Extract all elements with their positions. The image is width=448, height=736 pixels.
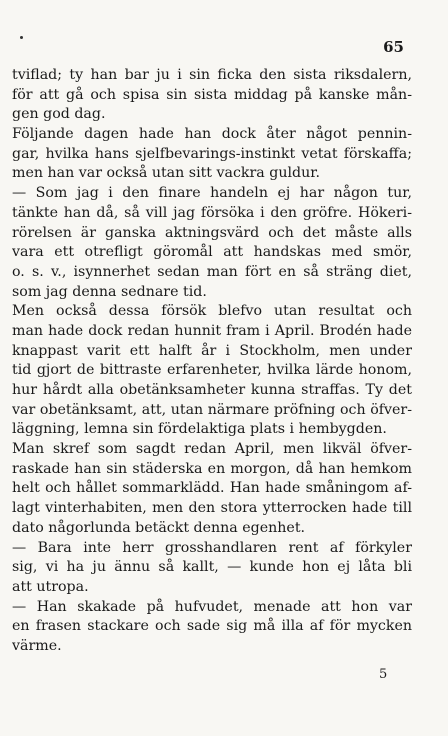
page-number: 65 (383, 38, 404, 56)
text-line: gar, hvilka hans sjelfbevarings-instinkt vetat förskaffa; (12, 145, 412, 162)
text-line: Man skref som sagdt redan April, men likväl öfver- (12, 441, 412, 458)
text-line: men han var också utan sitt vackra guldur. (12, 165, 320, 182)
text-line: man hade dock redan hunnit fram i April. Brodén hade (12, 322, 412, 339)
text-line: en frasen stackare och sade sig må illa af för mycken (12, 618, 412, 635)
text-line: tänkte han då, så vill jag försöka i den gröfre. Hökeri- (12, 204, 412, 221)
text-line: hur hårdt alla obetänksamheter kunna straffas. Ty det (12, 382, 412, 398)
text-line: lagt vinterhabiten, men den stora ytterrocken hade till (12, 500, 412, 517)
text-line: rörelsen är ganska aktningsvärd och det måste alls (12, 224, 412, 241)
text-line: för att gå och spisa sin sista middag på kanske mån- (12, 86, 412, 103)
text-line: — Bara inte herr grosshandlaren rent af förkyler (12, 539, 412, 556)
text-line: tid gjort de bittraste erfarenheter, hvilka lärde honom, (12, 362, 412, 379)
text-line: o. s. v., isynnerhet sedan man fört en så sträng diet, (12, 263, 412, 280)
text-line: tviflad; ty han bar ju i sin ficka den sista riksdalern, (12, 67, 412, 83)
text-line: sig, vi ha ju ännu så kallt, — kunde hon ej låta bli (12, 559, 412, 576)
text-line: — Han skakade på hufvudet, menade att hon var (12, 598, 412, 615)
print-speck (20, 36, 23, 39)
text-line: knappast varit ett halft år i Stockholm, men under (12, 342, 412, 359)
text-line: läggning, lemna sin fördelaktiga plats i hembygden. (12, 421, 387, 438)
text-line: var obetänksamt, att, utan närmare pröfning och öfver- (12, 401, 412, 418)
text-line: gen god dag. (12, 106, 106, 123)
text-line: vara ett otrefligt göromål att handskas med smör, (12, 244, 412, 261)
text-line: — Som jag i den finare handeln ej har någon tur, (12, 185, 412, 202)
text-line: Följande dagen hade han dock åter något pennin- (12, 126, 412, 143)
text-line: helt och hållet sommarklädd. Han hade småningom af- (12, 480, 412, 497)
text-line: dato någorlunda betäckt denna egenhet. (12, 519, 306, 536)
body-text (12, 66, 412, 657)
text-line: som jag denna sednare tid. (12, 283, 207, 300)
text-line: att utropa. (12, 578, 89, 595)
text-line: raskade han sin städerska en morgon, då han hemkom (12, 460, 412, 477)
text-line: Men också dessa försök blefvo utan resultat och (12, 303, 412, 320)
signature-mark: 5 (379, 667, 388, 682)
text-line: värme. (12, 637, 62, 654)
